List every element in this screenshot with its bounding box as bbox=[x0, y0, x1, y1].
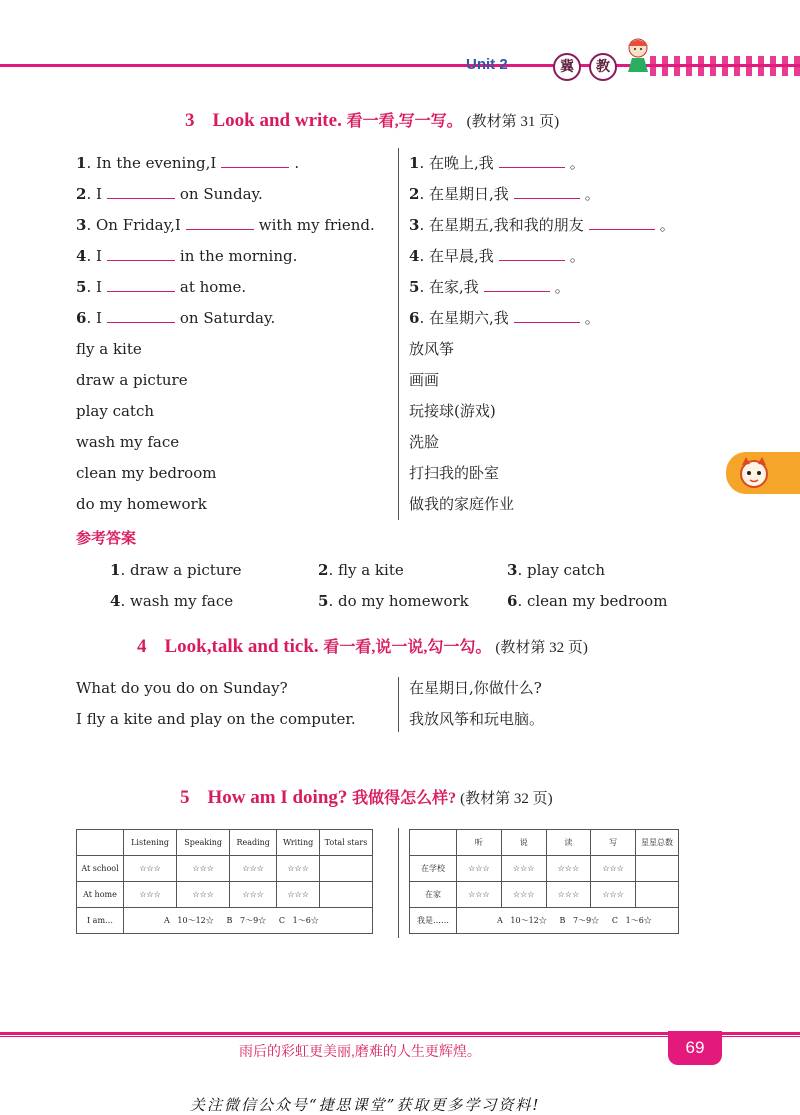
section-4-number: 4 bbox=[137, 636, 147, 657]
answer-blank[interactable] bbox=[514, 308, 580, 323]
answer-blank[interactable] bbox=[107, 308, 175, 323]
section-5-title-en: How am I doing? bbox=[207, 787, 348, 808]
exercise-item-en: 6. I on Saturday. bbox=[76, 309, 276, 327]
section-5-page-ref: (教材第 32 页) bbox=[460, 791, 553, 807]
star-cell[interactable]: ☆☆☆ bbox=[501, 882, 546, 908]
answer-blank[interactable] bbox=[107, 246, 175, 261]
table-row: At school ☆☆☆ ☆☆☆ ☆☆☆ ☆☆☆ bbox=[77, 856, 373, 882]
answers-heading: 参考答案 bbox=[76, 529, 137, 547]
section-5-title-cn: 我做得怎么样? bbox=[352, 790, 457, 807]
answer-item: 4. wash my face bbox=[110, 592, 234, 610]
column-header: 说 bbox=[501, 830, 546, 856]
phrase-cn: 洗脸 bbox=[409, 433, 440, 451]
column-header: Speaking bbox=[177, 830, 230, 856]
section-4-page-ref: (教材第 32 页) bbox=[495, 640, 588, 656]
exercise-item-cn: 2. 在星期日,我 。 bbox=[409, 185, 600, 203]
section-3-title bbox=[185, 108, 559, 132]
table-row: 我是…… A 10～12☆ B 7～9☆ C 1～6☆ bbox=[410, 908, 679, 934]
table-row: 在学校 ☆☆☆ ☆☆☆ ☆☆☆ ☆☆☆ bbox=[410, 856, 679, 882]
exercise-item-en: 3. On Friday,I with my friend. bbox=[76, 216, 375, 234]
exercise-item-cn: 3. 在星期五,我和我的朋友 。 bbox=[409, 216, 675, 234]
phrase-cn: 打扫我的卧室 bbox=[409, 464, 500, 482]
star-cell[interactable]: ☆☆☆ bbox=[457, 882, 502, 908]
section-4-title-en: Look,talk and tick. bbox=[164, 636, 319, 657]
publisher-badge-jiao: 教 bbox=[589, 53, 617, 81]
answer-blank[interactable] bbox=[514, 184, 580, 199]
section-4-right bbox=[409, 673, 544, 735]
column-header: Writing bbox=[277, 830, 320, 856]
exercise-item-en: 2. I on Sunday. bbox=[76, 185, 263, 203]
phrase-cn: 做我的家庭作业 bbox=[409, 495, 515, 513]
self-assessment-table-cn bbox=[409, 829, 679, 934]
section-3-left-column bbox=[76, 148, 396, 520]
star-cell[interactable]: ☆☆☆ bbox=[546, 856, 591, 882]
column-header: 读 bbox=[546, 830, 591, 856]
column-header: 写 bbox=[591, 830, 636, 856]
total-cell[interactable] bbox=[320, 882, 373, 908]
handwritten-note: 关注微信公众号“捷思课堂”获取更多学习资料! bbox=[190, 1096, 541, 1114]
section-4-title-cn: 看一看,说一说,勾一勾。 bbox=[323, 639, 492, 656]
phrase-en: draw a picture bbox=[76, 371, 188, 389]
unit-label: Unit 2 bbox=[466, 56, 508, 73]
exercise-item-cn: 5. 在家,我 。 bbox=[409, 278, 570, 296]
exercise-item-cn: 4. 在早晨,我 。 bbox=[409, 247, 585, 265]
self-assessment-table-en bbox=[76, 829, 373, 934]
answer-blank[interactable] bbox=[499, 153, 565, 168]
grade-scale: A 10～12☆ B 7～9☆ C 1～6☆ bbox=[124, 908, 373, 934]
star-cell[interactable]: ☆☆☆ bbox=[124, 882, 177, 908]
section-3-title-cn: 看一看,写一写。 bbox=[346, 113, 463, 130]
star-cell[interactable]: ☆☆☆ bbox=[591, 882, 636, 908]
dialogue-cn: 在星期日,你做什么? bbox=[409, 679, 542, 697]
phrase-en: fly a kite bbox=[76, 340, 142, 358]
answer-blank[interactable] bbox=[499, 246, 565, 261]
section-5-title bbox=[180, 785, 553, 809]
table-row: I am… A 10～12☆ B 7～9☆ C 1～6☆ bbox=[77, 908, 373, 934]
answer-item: 1. draw a picture bbox=[110, 561, 242, 579]
footer-motto: 雨后的彩虹更美丽,磨难的人生更辉煌。 bbox=[239, 1043, 481, 1059]
cartoon-girl-icon bbox=[618, 34, 658, 74]
star-cell[interactable]: ☆☆☆ bbox=[230, 882, 277, 908]
star-cell[interactable]: ☆☆☆ bbox=[277, 856, 320, 882]
star-cell[interactable]: ☆☆☆ bbox=[230, 856, 277, 882]
exercise-item-en: 1. In the evening,I . bbox=[76, 154, 300, 172]
star-cell[interactable]: ☆☆☆ bbox=[124, 856, 177, 882]
phrase-en: wash my face bbox=[76, 433, 180, 451]
table-row: 在家 ☆☆☆ ☆☆☆ ☆☆☆ ☆☆☆ bbox=[410, 882, 679, 908]
column-header: 星星总数 bbox=[636, 830, 679, 856]
answer-blank[interactable] bbox=[107, 277, 175, 292]
exercise-item-en: 4. I in the morning. bbox=[76, 247, 298, 265]
star-cell[interactable]: ☆☆☆ bbox=[546, 882, 591, 908]
phrase-en: play catch bbox=[76, 402, 155, 420]
star-cell[interactable]: ☆☆☆ bbox=[501, 856, 546, 882]
star-cell[interactable]: ☆☆☆ bbox=[591, 856, 636, 882]
star-cell[interactable]: ☆☆☆ bbox=[177, 856, 230, 882]
answer-blank[interactable] bbox=[221, 153, 289, 168]
section-4-divider bbox=[398, 677, 399, 732]
section-3-page-ref: (教材第 31 页) bbox=[466, 114, 560, 130]
column-header: 听 bbox=[457, 830, 502, 856]
answer-blank[interactable] bbox=[589, 215, 655, 230]
phrase-cn: 玩接球(游戏) bbox=[409, 402, 496, 420]
answer-item: 6. clean my bedroom bbox=[507, 592, 668, 610]
section-3-number: 3 bbox=[185, 110, 195, 131]
exercise-item-cn: 1. 在晚上,我 。 bbox=[409, 154, 585, 172]
phrase-en: clean my bedroom bbox=[76, 464, 217, 482]
star-cell[interactable]: ☆☆☆ bbox=[277, 882, 320, 908]
cartoon-fox-icon bbox=[736, 455, 772, 491]
section-4-title bbox=[137, 634, 588, 658]
header-pattern bbox=[650, 56, 800, 76]
answer-blank[interactable] bbox=[186, 215, 254, 230]
exercise-item-en: 5. I at home. bbox=[76, 278, 247, 296]
phrase-en: do my homework bbox=[76, 495, 207, 513]
table-row: At home ☆☆☆ ☆☆☆ ☆☆☆ ☆☆☆ bbox=[77, 882, 373, 908]
total-cell[interactable] bbox=[320, 856, 373, 882]
phrase-cn: 画画 bbox=[409, 371, 440, 389]
total-cell[interactable] bbox=[636, 856, 679, 882]
section-3-right-column bbox=[409, 148, 729, 520]
column-header: Total stars bbox=[320, 830, 373, 856]
star-cell[interactable]: ☆☆☆ bbox=[457, 856, 502, 882]
answer-item: 5. do my homework bbox=[318, 592, 469, 610]
answer-item: 2. fly a kite bbox=[318, 561, 404, 579]
section-5-divider bbox=[398, 828, 399, 938]
grade-scale: A 10～12☆ B 7～9☆ C 1～6☆ bbox=[457, 908, 679, 934]
section-3-divider bbox=[398, 148, 399, 520]
column-header: Listening bbox=[124, 830, 177, 856]
table-header-row bbox=[410, 830, 679, 856]
dialogue-en: I fly a kite and play on the computer. bbox=[76, 710, 356, 728]
answer-item: 3. play catch bbox=[507, 561, 605, 579]
exercise-item-cn: 6. 在星期六,我 。 bbox=[409, 309, 600, 327]
page-number: 69 bbox=[668, 1031, 722, 1065]
total-cell[interactable] bbox=[636, 882, 679, 908]
dialogue-cn: 我放风筝和玩电脑。 bbox=[409, 710, 545, 728]
star-cell[interactable]: ☆☆☆ bbox=[177, 882, 230, 908]
column-header: Reading bbox=[230, 830, 277, 856]
dialogue-en: What do you do on Sunday? bbox=[76, 679, 288, 697]
section-4-left bbox=[76, 673, 356, 735]
phrase-cn: 放风筝 bbox=[409, 340, 455, 358]
answer-blank[interactable] bbox=[107, 184, 175, 199]
section-3-title-en: Look and write. bbox=[212, 110, 342, 131]
section-5-number: 5 bbox=[180, 787, 190, 808]
table-header-row bbox=[77, 830, 373, 856]
publisher-badge-ji: 冀 bbox=[553, 53, 581, 81]
answer-blank[interactable] bbox=[484, 277, 550, 292]
